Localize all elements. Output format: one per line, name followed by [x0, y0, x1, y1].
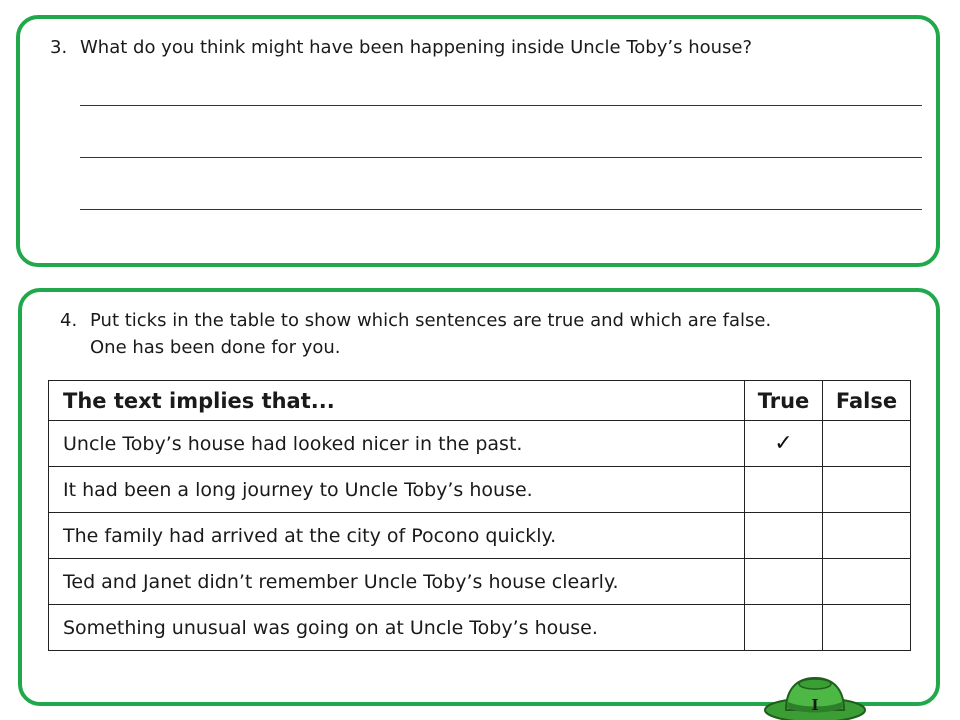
- false-cell[interactable]: [823, 605, 911, 651]
- true-cell[interactable]: [745, 467, 823, 513]
- hat-letter: I: [811, 696, 819, 714]
- row-statement: Uncle Toby’s house had looked nicer in the past.: [49, 421, 745, 467]
- row-statement: The family had arrived at the city of Pocono quickly.: [49, 513, 745, 559]
- true-false-table: [48, 380, 911, 651]
- false-cell[interactable]: [823, 421, 911, 467]
- row-statement: Ted and Janet didn’t remember Uncle Toby’s house clearly.: [49, 559, 745, 605]
- false-cell[interactable]: [823, 467, 911, 513]
- true-cell[interactable]: [745, 559, 823, 605]
- question-3-number: 3.: [50, 37, 68, 58]
- question-4-line-1: Put ticks in the table to show which sentences are true and which are false.: [90, 310, 772, 331]
- true-cell[interactable]: [745, 421, 823, 467]
- question-3-text: What do you think might have been happening inside Uncle Toby’s house?: [80, 37, 753, 58]
- answer-line-1[interactable]: [80, 105, 922, 106]
- header-false: False: [823, 381, 911, 421]
- row-statement: Something unusual was going on at Uncle Toby’s house.: [49, 605, 745, 651]
- table-row: [49, 421, 911, 467]
- question-4: [60, 307, 920, 361]
- question-4-number: 4.: [60, 310, 78, 331]
- table-row: [49, 605, 911, 651]
- header-true: True: [745, 381, 823, 421]
- hat-dent: [799, 679, 831, 689]
- row-statement: It had been a long journey to Uncle Toby’s house.: [49, 467, 745, 513]
- true-cell[interactable]: [745, 605, 823, 651]
- tick-icon: ✓: [774, 431, 793, 456]
- table-row: [49, 467, 911, 513]
- header-statement: The text implies that...: [49, 381, 745, 421]
- question-4-panel: [18, 288, 940, 706]
- question-4-line-2: One has been done for you.: [90, 337, 341, 358]
- table-header-row: [49, 381, 911, 421]
- question-3-panel: [16, 15, 940, 267]
- false-cell[interactable]: [823, 513, 911, 559]
- answer-line-2[interactable]: [80, 157, 922, 158]
- answer-line-3[interactable]: [80, 209, 922, 210]
- table-row: [49, 559, 911, 605]
- hat-icon: [762, 672, 868, 720]
- true-cell[interactable]: [745, 513, 823, 559]
- question-3: [50, 34, 910, 61]
- table-row: [49, 513, 911, 559]
- false-cell[interactable]: [823, 559, 911, 605]
